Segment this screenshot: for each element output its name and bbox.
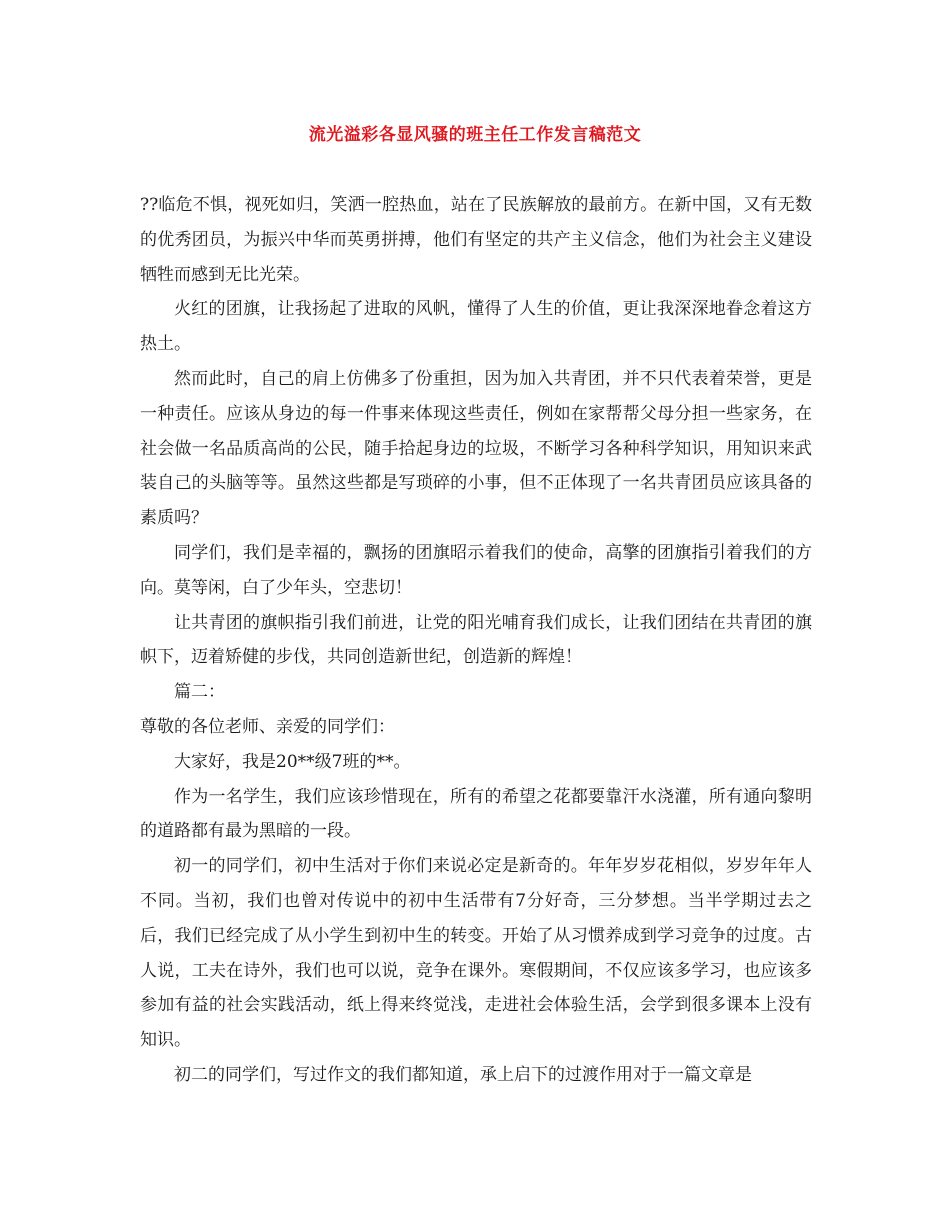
body-paragraph: 大家好，我是20**级7班的**。	[174, 751, 411, 772]
body-paragraph: 初二的同学们，写过作文的我们都知道，承上启下的过渡作用对于一篇文章是	[174, 1064, 752, 1085]
body-paragraph: 篇二：	[174, 682, 225, 703]
body-paragraph: 同学们，我们是幸福的，飘扬的团旗昭示着我们的使命，高擎的团旗指引着我们的方向。莫等闲，白了少年头，空悲切！	[140, 542, 812, 598]
document-body	[140, 188, 812, 1093]
body-paragraph: ??临危不惧，视死如归，笑洒一腔热血，站在了民族解放的最前方。在新中国，又有无数的优秀团员，为振兴中华而英勇拼搏，他们有坚定的共产主义信念，他们为社会主义建设牺牲而感到无比光荣。	[140, 195, 812, 285]
body-paragraph: 让共青团的旗帜指引我们前进，让党的阳光哺育我们成长，让我们团结在共青团的旗帜下，迈着矫健的步伐，共同创造新世纪，创造新的辉煌！	[140, 612, 812, 668]
body-paragraph: 火红的团旗，让我扬起了进取的风帆，懂得了人生的价值，更让我深深地眷念着这方热土。	[140, 299, 812, 355]
body-paragraph: 尊敬的各位老师、亲爱的同学们：	[140, 716, 395, 737]
document-title: 流光溢彩各显风骚的班主任工作发言稿范文	[308, 125, 642, 145]
body-paragraph: 初一的同学们，初中生活对于你们来说必定是新奇的。年年岁岁花相似，岁岁年年人不同。当初，我们也曾对传说中的初中生活带有7分好奇，三分梦想。当半学期过去之后，我们已经完成了从小学生到初中生的转变。开始了从习惯养成到学习竞争的过度。古人说，工夫在诗外，我们也可以说，竞争在课外。寒假期间，不仅应该多学习，也应该多参加有益的社会实践活动，纸上得来终觉浅，走进社会体验生活，会学到很多课本上没有知识。	[140, 856, 812, 1051]
body-paragraph: 作为一名学生，我们应该珍惜现在，所有的希望之花都要靠汗水浇灌，所有通向黎明的道路都有最为黑暗的一段。	[140, 786, 812, 842]
body-paragraph: 然而此时，自己的肩上仿佛多了份重担，因为加入共青团，并不只代表着荣誉，更是一种责任。应该从身边的每一件事来体现这些责任，例如在家帮帮父母分担一些家务，在社会做一名品质高尚的公民，随手拾起身边的垃圾，不断学习各种科学知识，用知识来武装自己的头脑等等。虽然这些都是写琐碎的小事，但不正体现了一名共青团员应该具备的素质吗？	[140, 368, 812, 529]
